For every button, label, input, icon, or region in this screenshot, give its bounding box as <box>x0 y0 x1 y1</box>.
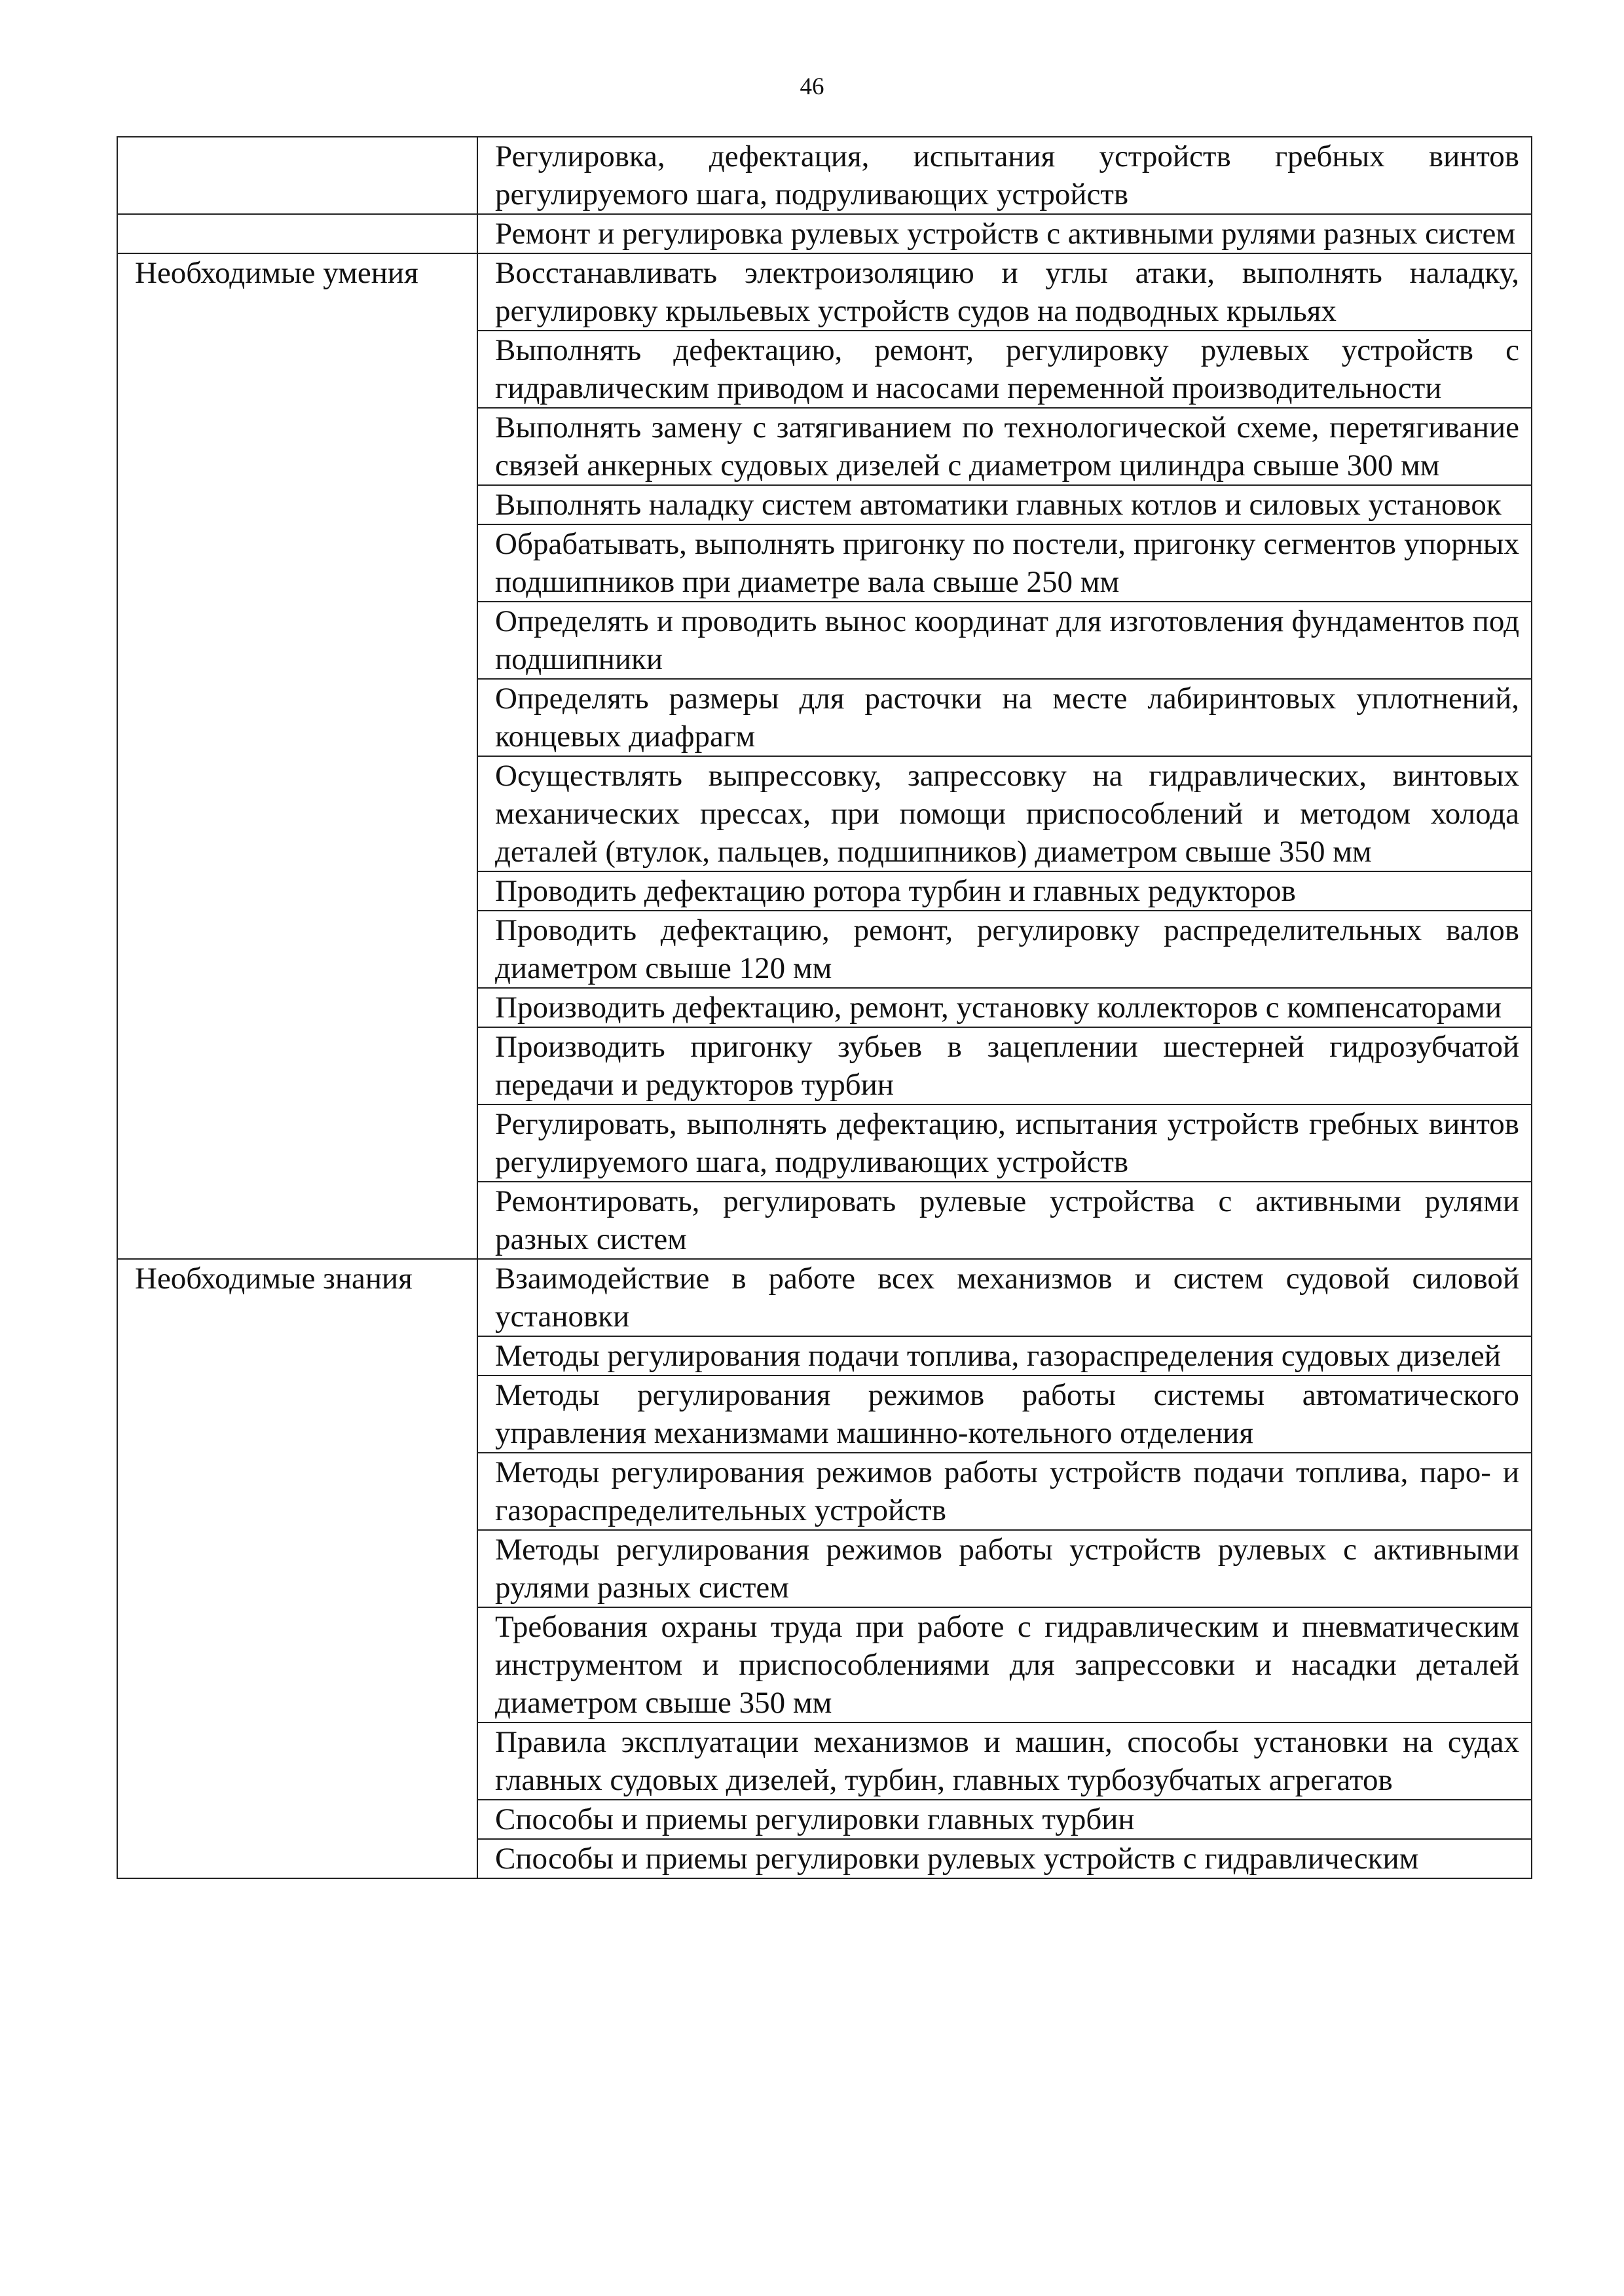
table-cell-item: Методы регулирования режимов работы устройств рулевых с активными рулями разных систем <box>477 1530 1532 1607</box>
table-row <box>117 253 1532 331</box>
table-cell-item: Обрабатывать, выполнять пригонку по постели, пригонку сегментов упорных подшипников при диаметре вала свыше 250 мм <box>477 524 1532 602</box>
qualification-table <box>117 136 1532 1879</box>
table-cell-item: Регулировка, дефектация, испытания устройств гребных винтов регулируемого шага, подруливающих устройств <box>477 137 1532 214</box>
table-cell-item: Способы и приемы регулировки рулевых устройств с гидравлическим <box>477 1839 1532 1878</box>
section-label-skills: Необходимые умения <box>117 253 477 1259</box>
table-cell-item: Проводить дефектацию ротора турбин и главных редукторов <box>477 871 1532 911</box>
table-cell-item: Взаимодействие в работе всех механизмов и систем судовой силовой установки <box>477 1259 1532 1336</box>
table-cell-item: Определять размеры для расточки на месте лабиринтовых уплотнений, концевых диафрагм <box>477 679 1532 756</box>
table-cell-item: Требования охраны труда при работе с гидравлическим и пневматическим инструментом и приспособлениями для запрессовки и насадки деталей диаметром свыше 350 мм <box>477 1607 1532 1722</box>
table-cell-item: Ремонт и регулировка рулевых устройств с активными рулями разных систем <box>477 214 1532 253</box>
table-cell-item: Определять и проводить вынос координат для изготовления фундаментов под подшипники <box>477 602 1532 679</box>
table-cell-item: Ремонтировать, регулировать рулевые устройства с активными рулями разных систем <box>477 1182 1532 1259</box>
table-cell-item: Методы регулирования режимов работы системы автоматического управления механизмами машинно-котельного отделения <box>477 1376 1532 1453</box>
table-cell-item: Производить дефектацию, ремонт, установку коллекторов с компенсаторами <box>477 988 1532 1027</box>
table-row <box>117 1259 1532 1336</box>
table-cell-item: Проводить дефектацию, ремонт, регулировку распределительных валов диаметром свыше 120 мм <box>477 911 1532 988</box>
page-number: 46 <box>800 73 824 100</box>
section-label-knowledge: Необходимые знания <box>117 1259 477 1878</box>
table-cell-item: Регулировать, выполнять дефектацию, испытания устройств гребных винтов регулируемого шага, подруливающих устройств <box>477 1104 1532 1182</box>
table-cell-item: Выполнять замену с затягиванием по технологической схеме, перетягивание связей анкерных судовых дизелей с диаметром цилиндра свыше 300 мм <box>477 408 1532 485</box>
table-cell-item: Методы регулирования режимов работы устройств подачи топлива, паро- и газораспределительных устройств <box>477 1453 1532 1530</box>
table-cell-item: Осуществлять выпрессовку, запрессовку на гидравлических, винтовых механических прессах, при помощи приспособлений и методом холода деталей (втулок, пальцев, подшипников) диаметром свыше 350 мм <box>477 756 1532 871</box>
table-cell-item: Восстанавливать электроизоляцию и углы атаки, выполнять наладку, регулировку крыльевых устройств судов на подводных крыльях <box>477 253 1532 331</box>
empty-label-cell <box>117 214 477 253</box>
table-cell-item: Выполнять дефектацию, ремонт, регулировку рулевых устройств с гидравлическим приводом и насосами переменной производительности <box>477 331 1532 408</box>
table-cell-item: Методы регулирования подачи топлива, газораспределения судовых дизелей <box>477 1336 1532 1376</box>
table-cell-item: Выполнять наладку систем автоматики главных котлов и силовых установок <box>477 485 1532 524</box>
table-cell-item: Правила эксплуатации механизмов и машин, способы установки на судах главных судовых дизелей, турбин, главных турбозубчатых агрегатов <box>477 1722 1532 1800</box>
table-cell-item: Способы и приемы регулировки главных турбин <box>477 1800 1532 1839</box>
empty-label-cell <box>117 137 477 214</box>
table-row <box>117 137 1532 214</box>
table-cell-item: Производить пригонку зубьев в зацеплении шестерней гидрозубчатой передачи и редукторов турбин <box>477 1027 1532 1104</box>
table-row <box>117 214 1532 253</box>
